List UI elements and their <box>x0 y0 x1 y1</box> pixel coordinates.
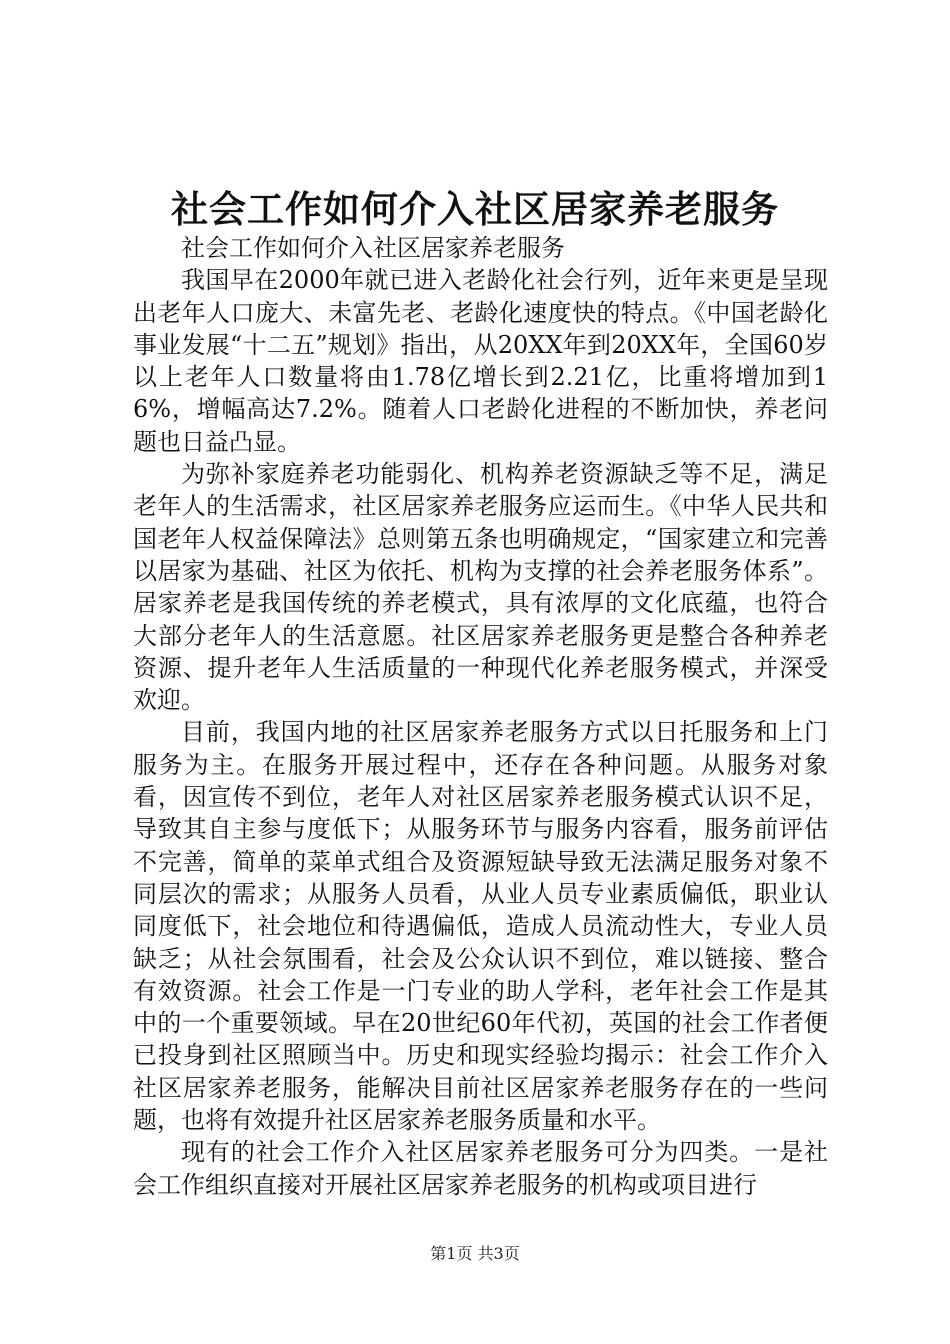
paragraph-current-problems: 目前，我国内地的社区居家养老服务方式以日托服务和上门服务为主。在服务开展过程中，还存在各种问题。从服务对象看，因宣传不到位，老年人对社区居家养老服务模式认识不足，导致其自主参与度低下；从服务环节与服务内容看，服务前评估不完善，简单的菜单式组合及资源短缺导致无法满足服务对象不同层次的需求；从服务人员看，从业人员专业素质偏低，职业认同度低下，社会地位和待遇偏低，造成人员流动性大，专业人员缺乏；从社会氛围看，社会及公众认识不到位，难以链接、整合有效资源。社会工作是一门专业的助人学科，老年社会工作是其中的一个重要领域。早在20世纪60年代初，英国的社会工作者便已投身到社区照顾当中。历史和现实经验均揭示：社会工作介入社区居家养老服务，能解决目前社区居家养老服务存在的一些问题，也将有效提升社区居家养老服务质量和水平。 <box>133 718 828 1135</box>
page-footer: 第1页 共3页 <box>430 1244 520 1263</box>
page-title: 社会工作如何介入社区居家养老服务 <box>171 187 779 231</box>
paragraph-aging-background: 我国早在2000年就已进入老龄化社会行列，近年来更是呈现出老年人口庞大、未富先老、老龄化速度快的特点。《中国老龄化事业发展“十二五”规划》指出，从20XX年到20XX年，全国60岁以上老年人口数量将由1.78亿增长到2.21亿，比重将增加到16%，增幅高达7.2%。随着人口老龄化进程的不断加快，养老问题也日益凸显。 <box>133 266 828 456</box>
document-body <box>133 232 828 1201</box>
paragraph-intervention-types: 现有的社会工作介入社区居家养老服务可分为四类。一是社会工作组织直接对开展社区居家养老服务的机构或项目进行 <box>133 1138 828 1199</box>
paragraph-service-emergence: 为弥补家庭养老功能弱化、机构养老资源缺乏等不足，满足老年人的生活需求，社区居家养老服务应运而生。《中华人民共和国老年人权益保障法》总则第五条也明确规定，“国家建立和完善以居家为基础、社区为依托、机构为支撑的社会养老服务体系”。居家养老是我国传统的养老模式，具有浓厚的文化底蕴，也符合大部分老年人的生活意愿。社区居家养老服务更是整合各种养老资源、提升老年人生活质量的一种现代化养老服务模式，并深受欢迎。 <box>133 460 828 715</box>
paragraph-subtitle: 社会工作如何介入社区居家养老服务 <box>181 234 565 262</box>
